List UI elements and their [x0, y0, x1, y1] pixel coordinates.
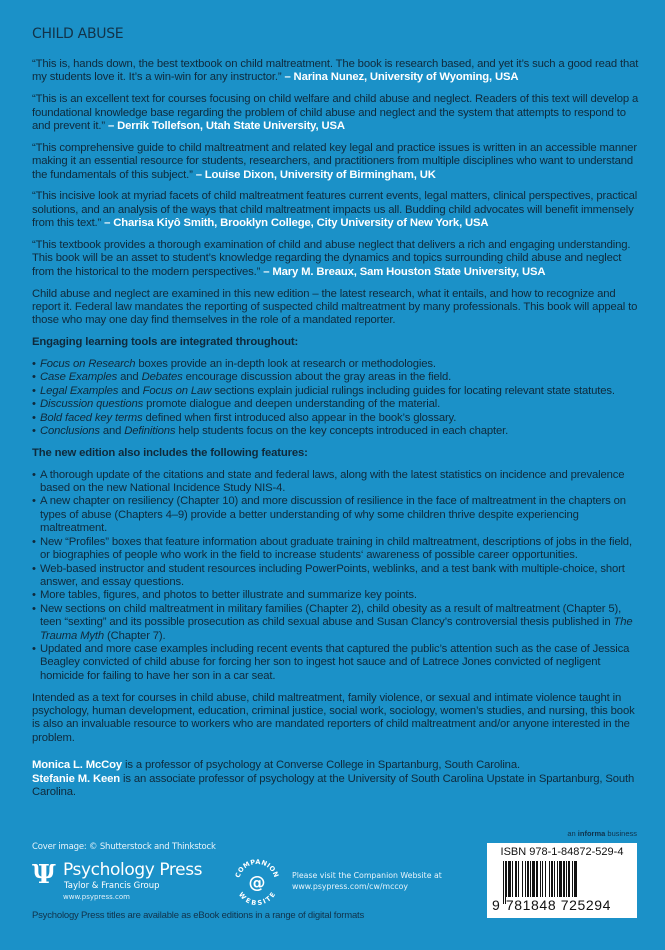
- testimonial: [32, 239, 644, 279]
- at-symbol-icon: @: [248, 873, 266, 893]
- testimonial-attribution: – Mary M. Breaux, Sam Houston State University, USA: [263, 265, 546, 278]
- features-list: [32, 469, 644, 684]
- features-heading: The new edition also includes the following features:: [32, 446, 308, 459]
- svg-text:WEBSITE: [237, 891, 277, 907]
- tools-item: • Bold faced key terms defined when first introduced also appear in the book’s glossary.: [32, 412, 644, 425]
- cover-credit: Cover image: © Shutterstock and Thinkstock: [32, 842, 216, 852]
- tools-item: • Focus on Research boxes provide an in-depth look at research or methodologies.: [32, 358, 644, 371]
- testimonial: [32, 142, 644, 182]
- author-bio: Monica L. McCoy is a professor of psychology at Converse College in Spartanburg, South Carolina.: [32, 759, 520, 772]
- badge-bottom-text: WEBSITE: [236, 890, 278, 907]
- testimonial-quote: “This incisive look at myriad facets of child maltreatment features current events, legal matters, clinical perspectives, practical solutions, and an analysis of the ways that child maltreatment impacts us all. Budding child advocates will benefit immensely from this text.”: [32, 190, 638, 230]
- series-title: CHILD ABUSE: [32, 26, 124, 42]
- testimonial: [32, 93, 644, 133]
- barcode-digits: 9 781848 725294: [492, 897, 612, 913]
- testimonial-quote: “This textbook provides a thorough examination of child and abuse neglect that delivers a rich and engaging understanding. This book will be an asset to student’s knowledge regarding the dynamics and topics surrounding child abuse and neglect from the historical to the modern perspectives.”: [32, 239, 631, 278]
- isbn-number: ISBN 978-1-84872-529-4: [500, 846, 624, 858]
- publisher-group: Taylor & Francis Group: [64, 881, 160, 891]
- testimonial-attribution: – Narina Nunez, University of Wyoming, USA: [284, 71, 519, 84]
- features-item: • More tables, figures, and photos to better illustrate and summarize key points.: [32, 589, 644, 602]
- tools-list: [32, 358, 644, 438]
- cover-body: [32, 58, 644, 799]
- tools-heading: Engaging learning tools are integrated throughout:: [32, 336, 299, 349]
- isbn-barcode: [487, 843, 637, 918]
- features-item: • A thorough update of the citations and state and federal laws, along with the latest statistics on incidence and prevalence based on the new National Incidence Study NIS-4.: [32, 469, 644, 496]
- testimonial-attribution: – Derrik Tollefson, Utah State University, USA: [107, 120, 345, 133]
- publisher-url[interactable]: www.psypress.com: [63, 893, 130, 901]
- testimonial-quote: “This comprehensive guide to child maltreatment and related key legal and practice issues is written in an accessible manner making it an essential resource for students, researchers, and practitioners from multiple disciplines who want to understand the fundamentals of this subject.”: [32, 141, 637, 181]
- features-item: • Web-based instructor and student resources including PowerPoints, weblinks, and a test bank with multiple-choice, short answer, and essay questions.: [32, 563, 644, 590]
- author-bios: [32, 759, 644, 799]
- testimonial-attribution: – Louise Dixon, University of Birmingham, UK: [195, 168, 436, 181]
- author-name: Stefanie M. Keen: [32, 772, 120, 785]
- tools-item: • Conclusions and Definitions help students focus on the key concepts introduced in each chapter.: [32, 425, 644, 438]
- tools-item: • Case Examples and Debates encourage discussion about the gray areas in the field.: [32, 371, 644, 384]
- testimonial-quote: “This is an excellent text for courses focusing on child welfare and child abuse and neglect. Readers of this text will develop a foundational knowledge base regarding the problem of child abuse and neglect and the system that attempts to respond to and prevent it.”: [32, 93, 639, 133]
- testimonial: [32, 58, 644, 85]
- intro-paragraph: Child abuse and neglect are examined in this new edition – the latest research, what it entails, and how to recognize and report it. Federal law mandates the reporting of suspected child maltreatment by many professionals. This book will appeal to those who may one day find themselves in the role of a mandated reporter.: [32, 287, 638, 327]
- testimonial: [32, 190, 644, 230]
- informa-tagline: an informa business: [567, 829, 637, 838]
- badge-top-text: COMPANION: [233, 857, 281, 879]
- author-name: Monica L. McCoy: [32, 759, 123, 772]
- features-item: • New “Profiles” boxes that feature information about graduate training in child maltreatment, descriptions of jobs in the field, or biographies of people who work in the field to increase students‘ awareness of possible career opportunities.: [32, 536, 644, 563]
- tools-item: • Discussion questions promote dialogue and deepen understanding of the material.: [32, 398, 644, 411]
- tools-item: • Legal Examples and Focus on Law sections explain judicial rulings including guides for locating relevant state statutes.: [32, 385, 644, 398]
- author-bio: Stefanie M. Keen is an associate professor of psychology at the University of South Carolina Upstate in Spartanburg, South Carolina.: [32, 772, 635, 798]
- features-item: • Updated and more case examples including recent events that captured the public’s attention such as the case of Jessica Beagley convicted of child abuse for forcing her son to ingest hot sauce and of Latrece Jones convicted of negligent homicide for failing to have her son in a car seat.: [32, 643, 644, 683]
- testimonial-attribution: – Charisa Kiyô Smith, Brooklyn College, City University of New York, USA: [104, 217, 489, 230]
- testimonial-quote: “This is, hands down, the best textbook on child maltreatment. The book is research based, and yet it’s such a good read that my students love it. It’s a win-win for any instructor.”: [32, 58, 639, 84]
- ebook-note: Psychology Press titles are available as eBook editions in a range of digital formats: [32, 910, 365, 921]
- companion-website-note: Please visit the Companion Website at www.psypress.com/cw/mccoy: [292, 871, 442, 891]
- features-item: • A new chapter on resiliency (Chapter 10) and more discussion of resilience in the face of maltreatment in the chapters on types of abuse (Chapters 4–9) provide a better understanding of why some children thrive despite experiencing maltreatment.: [32, 495, 644, 535]
- companion-website-badge-icon: [232, 857, 282, 907]
- companion-website-link[interactable]: www.psypress.com/cw/mccoy: [292, 882, 409, 891]
- publisher-name: Psychology Press: [63, 860, 203, 880]
- audience-paragraph: Intended as a text for courses in child abuse, child maltreatment, family violence, or sexual and intimate violence taught in psychology, human development, education, criminal justice, social work, sociology, women’s studies, and nursing, this book is also an invaluable resource to workers who are mandated reporters of child maltreatment and/or anyone interested in the problem.: [32, 691, 635, 744]
- psi-logo-icon: Ψ: [32, 860, 56, 890]
- features-item: • New sections on child maltreatment in military families (Chapter 2), child obesity as a result of maltreatment (Chapter 5), teen “sexting” and its possible prosecution as child sexual abuse and Susan Clancy’s controversial thesis published in The Trauma Myth (Chapter 7).: [32, 603, 644, 643]
